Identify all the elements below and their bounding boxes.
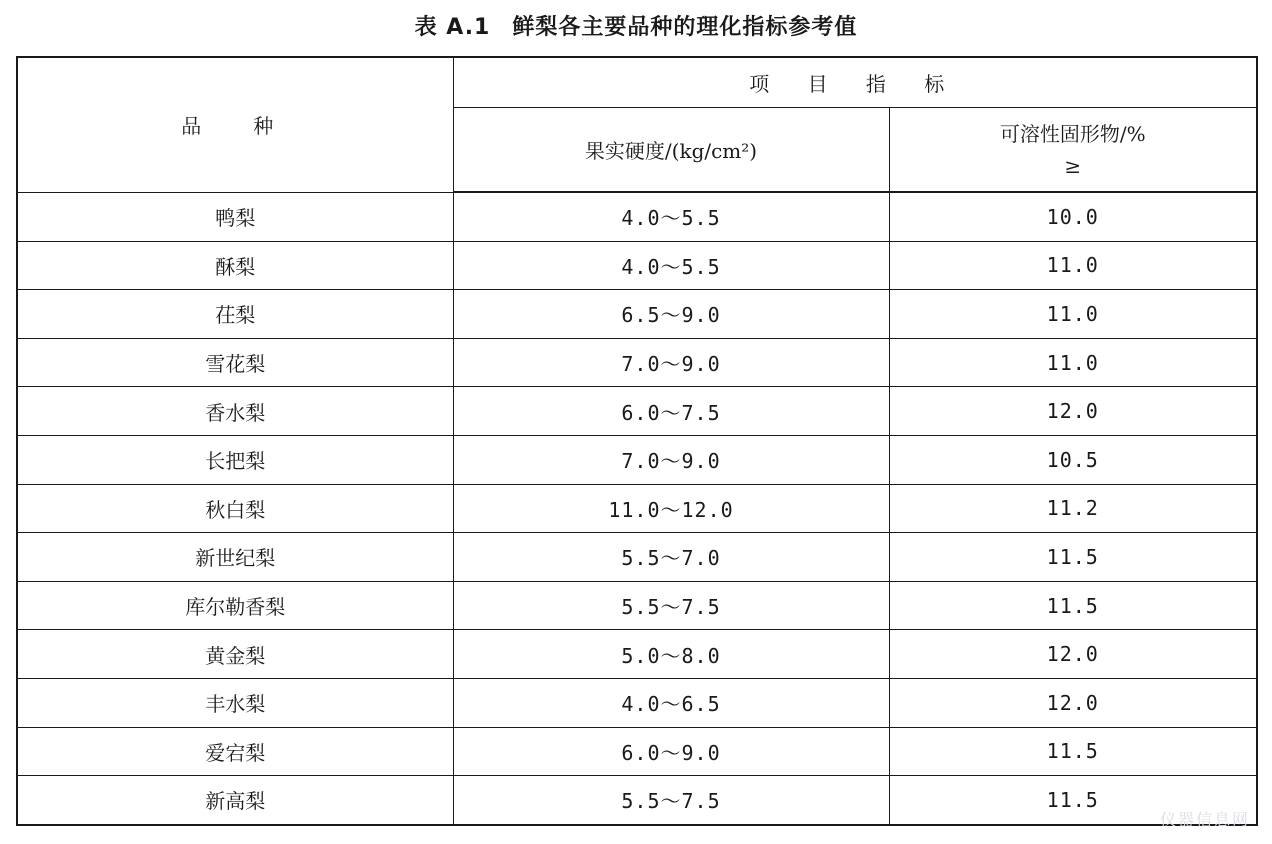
firmness-cell: 5.0～8.0 [453,630,889,679]
firmness-cell: 6.0～9.0 [453,727,889,776]
table-row [17,387,1257,436]
solids-cell: 11.5 [889,533,1257,582]
header-soluble-solids [889,108,1257,193]
firmness-cell: 4.0～5.5 [453,241,889,290]
table-title [0,10,1272,46]
header-firmness: 果实硬度/(kg/cm²) [453,108,889,193]
solids-cell: 11.5 [889,776,1257,825]
firmness-cell: 6.5～9.0 [453,290,889,339]
firmness-cell: 7.0～9.0 [453,435,889,484]
solids-cell: 11.5 [889,727,1257,776]
header-group: 项 目 指 标 [453,57,1257,108]
variety-cell: 秋白梨 [17,484,453,533]
variety-cell: 新世纪梨 [17,533,453,582]
table-number: 表 A.1 [414,15,491,40]
table-row [17,678,1257,727]
table-row [17,533,1257,582]
variety-cell: 鸭梨 [17,192,453,241]
solids-cell: 11.0 [889,241,1257,290]
header-soluble-solids-sign: ≥ [1064,153,1082,178]
firmness-cell: 5.5～7.5 [453,776,889,825]
table-row [17,630,1257,679]
firmness-cell: 4.0～6.5 [453,678,889,727]
firmness-cell: 5.5～7.5 [453,581,889,630]
firmness-cell: 11.0～12.0 [453,484,889,533]
variety-cell: 新高梨 [17,776,453,825]
firmness-cell: 5.5～7.0 [453,533,889,582]
solids-cell: 12.0 [889,630,1257,679]
solids-cell: 11.2 [889,484,1257,533]
header-variety: 品 种 [17,57,453,192]
solids-cell: 11.0 [889,290,1257,339]
table-caption: 鲜梨各主要品种的理化指标参考值 [512,15,858,40]
table-row [17,581,1257,630]
table-row [17,727,1257,776]
variety-cell: 库尔勒香梨 [17,581,453,630]
solids-cell: 12.0 [889,678,1257,727]
table-row [17,241,1257,290]
variety-cell: 香水梨 [17,387,453,436]
table-row [17,338,1257,387]
variety-cell: 雪花梨 [17,338,453,387]
solids-cell: 11.5 [889,581,1257,630]
variety-cell: 酥梨 [17,241,453,290]
solids-cell: 10.5 [889,435,1257,484]
variety-cell: 茌梨 [17,290,453,339]
solids-cell: 11.0 [889,338,1257,387]
variety-cell: 爱宕梨 [17,727,453,776]
header-soluble-solids-label: 可溶性固形物/% [999,121,1146,146]
firmness-cell: 4.0～5.5 [453,192,889,241]
table-row [17,192,1257,241]
variety-cell: 丰水梨 [17,678,453,727]
variety-cell: 黄金梨 [17,630,453,679]
table-row [17,435,1257,484]
table-row [17,776,1257,825]
spec-table [16,56,1258,826]
firmness-cell: 6.0～7.5 [453,387,889,436]
solids-cell: 10.0 [889,192,1257,241]
firmness-cell: 7.0～9.0 [453,338,889,387]
table-row [17,484,1257,533]
table-row [17,290,1257,339]
watermark: 仪器信息网 [1159,810,1250,829]
solids-cell: 12.0 [889,387,1257,436]
variety-cell: 长把梨 [17,435,453,484]
